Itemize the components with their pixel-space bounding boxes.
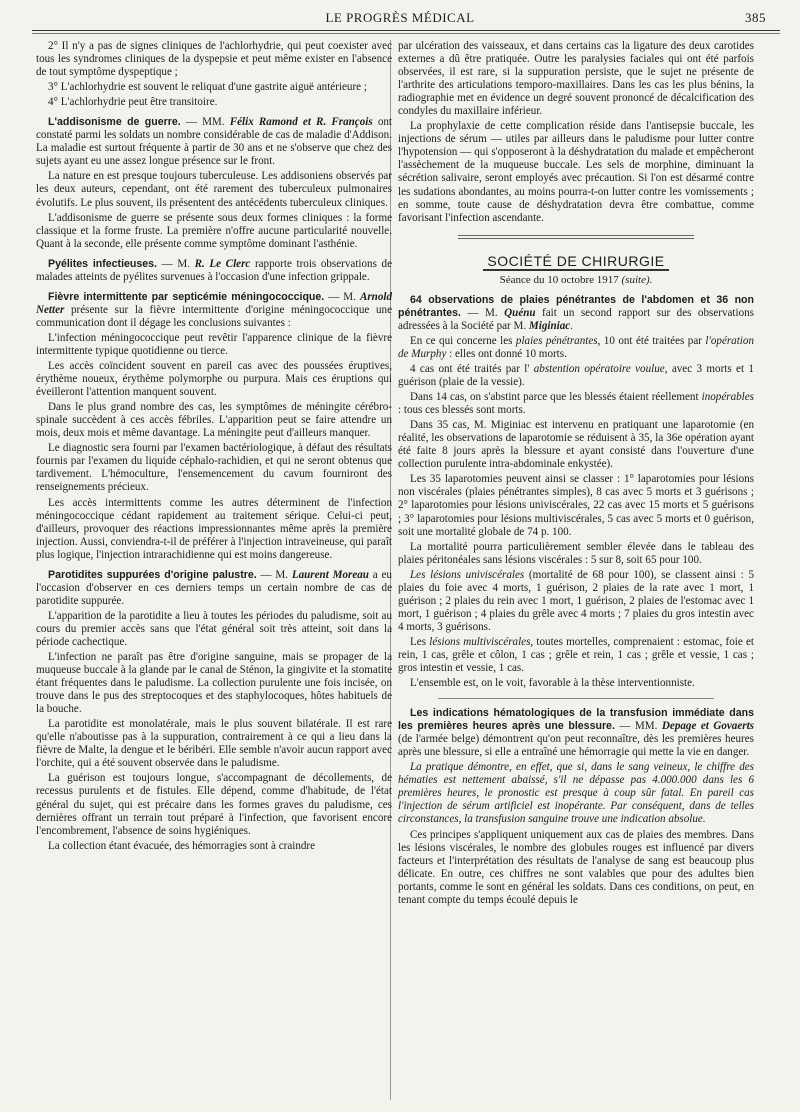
paragraph: L'infection méningococcique peut revêtir l'apparence clinique de la fièvre intermittente typique quotidienne ou tierce. — [36, 331, 392, 357]
section-fievre: Fièvre intermittente par septicémie méningococcique. — M. Arnold Netter présente sur la fièvre intermittente d'origine méningococcique une communication dont il dégage les conclusions suivantes : — [36, 290, 392, 329]
paragraph: Les accès intermittents comme les autres déterminent de l'infection méningococcique cédant rapidement au traitement sérique. Celui-ci peut, d'ailleurs, provoquer des réactions impressionnantes même après la première injection. Aussi, conviendra-t-il de préférer à l'injection intraveineuse, qui paraît plus logique, l'injection intrarachidienne qui est moins dangereuse. — [36, 496, 392, 561]
header-rule-thin — [32, 33, 780, 34]
paragraph: L'apparition de la parotidite a lieu à toutes les périodes du paludisme, soit au cours du premier accès sans que l'état général soit très atteint, soit dans la période cachectique. — [36, 609, 392, 648]
section-separator — [458, 235, 694, 236]
author-names: R. Le Clerc — [194, 257, 251, 270]
section-separator — [438, 698, 714, 699]
journal-title: LE PROGRÈS MÉDICAL — [325, 10, 475, 25]
paragraph: Les accès coïncident souvent en pareil cas avec des poussées éruptives, érythème noueux, érythème polymorphe ou purpura. Mais ces éruptions qui éveilleront l'attention manquent souvent. — [36, 360, 392, 399]
section-heading: Les indications hématologiques de la transfusion immédiate dans les premières heures après une blessure. — [398, 707, 754, 733]
session-date: Séance du 10 octobre 1917 (suite). — [499, 273, 653, 286]
paragraph: La nature en est presque toujours tuberculeuse. Les addisoniens observés par les deux auteurs, cependant, ont été rarement des tuberculeux pulmonaires évolutifs. Le plus souvent, ils présentent des antécédents tuberculeux cliniques. — [36, 170, 392, 209]
society-heading: SOCIÉTÉ DE CHIRURGIE — [398, 255, 754, 268]
right-column — [398, 40, 754, 1106]
paragraph: 3° L'achlorhydrie est souvent le reliquat d'une gastrite aiguë antérieure ; — [48, 81, 367, 94]
header-rule — [32, 30, 780, 31]
author-names: Miginiac — [528, 319, 571, 332]
paragraph: L'addisonisme de guerre se présente sous deux formes cliniques : la forme classique et la forme fruste. La première n'offre aucune particularité nouvelle. Quant à la seconde, elle présente comme symptôme dominant l'asthénie. — [36, 211, 392, 250]
author-names: Félix Ramond et R. François — [229, 116, 373, 129]
section-heading: 64 observations de plaies pénétrantes de l'abdomen et 36 non pénétrantes. — [398, 293, 754, 319]
section-transfusion: Les indications hématologiques de la transfusion immédiate dans les premières heures après une blessure. — MM. Depage et Govaerts (de l'armée belge) démontrent qu'on peut reconnaître, dès les premières heures après une blessure, si elle a entraîné une hémorragie qui mette la vie en danger. — [398, 707, 754, 759]
page-number: 385 — [745, 10, 766, 25]
paragraph: Ces principes s'appliquent uniquement aux cas de plaies des membres. Dans les lésions viscérales, le nombre des globules rouges est influencé par divers facteurs et l'interprétation des résultats de l'analyse de sang est beaucoup plus délicate. En outre, ces chiffres ne sont valables que pour des adultes bien portants, comme le sont en général les soldats. Dans ces conditions, on peut, en tenant compte du temps écoulé depuis le — [398, 828, 754, 906]
paragraph: Les lésions univiscérales (mortalité de 68 pour 100), se classent ainsi : 5 plaies du foie avec 4 morts, 1 guérison, 2 plaies de la rate avec 1 mort, 1 guérison ; 2 plaies du rein avec 1 mort, 1 guérison, 2 plaies de l'estomac avec 1 mort, 1 guérison ; 4 plaies du grêle avec 4 morts ; 7 plaies du gros intestin avec 4 morts, 3 guérisons. — [398, 568, 754, 633]
paragraph: La collection étant évacuée, des hémorragies sont à craindre — [48, 839, 316, 852]
paragraph: L'ensemble est, on le voit, favorable à la thèse interventionniste. — [410, 677, 695, 690]
section-pyelites: Pyélites infectieuses. — M. R. Le Clerc rapporte trois observations de malades atteints de pyélites survenues à l'occasion d'une infection grippale. — [36, 257, 392, 283]
paragraph: Les 35 laparotomies peuvent ainsi se classer : 1° laparotomies pour lésions non viscérales (plaies pénétrantes simples), 8 cas avec 5 morts et 3 guérisons ; 2° laparotomies pour lésions univiscérales, 22 cas avec 15 morts et 5 guérisons ; 3° laparotomies pour lésions multiviscérales, 5 cas avec 5 morts et 0 guérison, soit une mortalité globale de 74 p. 100. — [398, 473, 754, 538]
author-names: Depage et Govaerts — [661, 720, 754, 733]
section-addisonisme: L'addisonisme de guerre. — MM. Félix Ramond et R. François ont constaté parmi les soldats un nombre considérable de cas de maladie d'Addison. La maladie est surtout fréquente à partir de 30 ans et ne s'observe que chez des sujets ayant eu une assez longue présence sur le front. — [36, 116, 392, 168]
paragraph: 2° Il n'y a pas de signes cliniques de l'achlorhydrie, qui peut coexister avec tous les syndromes cliniques de la dyspepsie et peut même exister en l'absence de tout symptôme dyspeptique ; — [36, 40, 392, 79]
paragraph: 4° L'achlorhydrie peut être transitoire. — [48, 96, 218, 109]
paragraph: Dans 14 cas, on s'abstint parce que les blessés étaient réellement inopérables : tous ces blessés sont morts. — [398, 391, 754, 417]
paragraph: Le diagnostic sera fourni par l'examen bactériologique, à défaut des résultats fournis par l'examen du liquide céphalo-rachidien, et qui ne seront obtenus que tardivement. L'hémoculture, l'ensemencement du cavum fourniront des renseignements précieux. — [36, 442, 392, 494]
section-separator — [458, 238, 694, 239]
section-heading: Parotidites suppurées d'origine palustre. — [48, 568, 257, 581]
paragraph: La mortalité pourra particulièrement sembler élevée dans le tableau des plaies péritonéales sans lésions viscérales : 5 sur 8, soit 65 pour 100. — [398, 540, 754, 566]
paragraph: par ulcération des vaisseaux, et dans certains cas la ligature des deux carotides externes a dû être pratiquée. Outre les paralysies faciales qui ont été parfois observées, il est rare, si la suppuration persiste, que le sujet ne présente de l'arthrite des articulations temporo-maxillaires. Dans les cas les plus bénins, la radiographie met en évidence un degré souvent prononcé de décalcification des condyles du maxillaire inférieur. — [398, 40, 754, 118]
section-heading: Pyélites infectieuses. — [48, 257, 158, 270]
paragraph: La parotidite est monolatérale, mais le plus souvent bilatérale. Il est rare qu'elle n'aboutisse pas à la suppuration, contrairement à ce qui a lieu dans la fièvre de Malte, la dengue et le béribéri. Elle semble n'avoir aucun rapport avec l'orchite, qui a été souvent observée dans le paludisme. — [36, 718, 392, 770]
paragraph: La guérison est toujours longue, s'accompagnant de décollements, de recessus purulents et de fistules. Elle dépend, comme d'habitude, de l'état général du sujet, qui est précaire dans les formes graves du paludisme, ces dernières offrant un terrain tout préparé à l'infection, que favorisent encore l'encombrement, l'absence de soins hygiéniques. — [36, 772, 392, 837]
author-names: Quénu — [504, 306, 536, 319]
paragraph: Les lésions multiviscérales, toutes mortelles, comprenaient : estomac, foie et rein, 1 cas, grêle et côlon, 1 cas ; grêle et rein, 1 cas ; grêle et vessie, 1 cas ; gros intestin et vessie, 1 cas. — [398, 635, 754, 675]
paragraph: En ce qui concerne les plaies pénétrantes, 10 ont été traitées par l'opération de Murphy : elles ont donné 10 morts. — [398, 334, 754, 360]
paragraph: L'infection ne paraît pas être d'origine sanguine, mais se propager de la muqueuse buccale à la glande par le canal de Sténon, la gingivite et la stomatite étant fréquentes dans le paludisme. La collection purulente une fois incisée, on trouve dans le pus des streptocoques et des staphylocoques, hôtes habituels de la bouche. — [36, 651, 392, 716]
quoted-paragraph: La pratique démontre, en effet, que si, dans le sang veineux, le chiffre des hématies est nettement abaissé, s'il ne dépasse pas 4.000.000 dans les 6 premières heures, le pronostic est presque à coup sûr fatal. En pareil cas l'injection de sérum artificiel est inopérante. Par conséquent, dans de telles circonstances, la transfusion sanguine trouve une indication absolue. — [398, 761, 754, 826]
section-heading: L'addisonisme de guerre. — [48, 116, 181, 129]
paragraph: Dans le plus grand nombre des cas, les symptômes de méningite cérébro-spinale succèdent à ces accès fébriles. L'apparition peut se faire attendre un mois, deux mois et même davantage. La méningite peut d'ailleurs manquer. — [36, 401, 392, 440]
section-heading: Fièvre intermittente par septicémie méningococcique. — [48, 290, 325, 303]
section-plaies-abdomen: 64 observations de plaies pénétrantes de l'abdomen et 36 non pénétrantes. — M. Quénu fait un second rapport sur des observations adressées à la Société par M. Miginiac. — [398, 293, 754, 332]
running-head — [30, 8, 770, 30]
section-parotidites: Parotidites suppurées d'origine palustre. — M. Laurent Moreau a eu l'occasion d'observer en ces derniers temps un certain nombre de cas de parotidite suppurée. — [36, 568, 392, 607]
paragraph: Dans 35 cas, M. Miginiac est intervenu en pratiquant une laparotomie (en réalité, les observations de laparotomie se réduisent à 35, la 36e opération ayant été faite 8 jours après la blessure et ayant consisté dans l'ouverture d'une collection purulente intra-abdominale enkystée). — [398, 419, 754, 471]
paragraph: La prophylaxie de cette complication réside dans l'antisepsie buccale, les injections de sérum — utiles par ailleurs dans le paludisme pour lutter contre l'hypotension — qui s'opposeront à la déshydratation du malade et empêcheront l'assèchement de la muqueuse buccale. Les sels de morphine, diminuant la sécrétion salivaire, seront employés avec précaution. Si l'on est désarmé contre les sudations abondantes, au moins pourra-t-on lutter contre les vomissements ; en somme, toute cause de déshydratation devra être combattue, comme favorisant l'infection ascendante. — [398, 120, 754, 224]
paragraph: 4 cas ont été traités par l' abstention opératoire voulue, avec 3 morts et 1 guérison (plaie de la vessie). — [398, 362, 754, 389]
left-column — [36, 40, 392, 1106]
author-names: Arnold Netter — [36, 290, 392, 316]
author-names: Laurent Moreau — [291, 568, 369, 581]
